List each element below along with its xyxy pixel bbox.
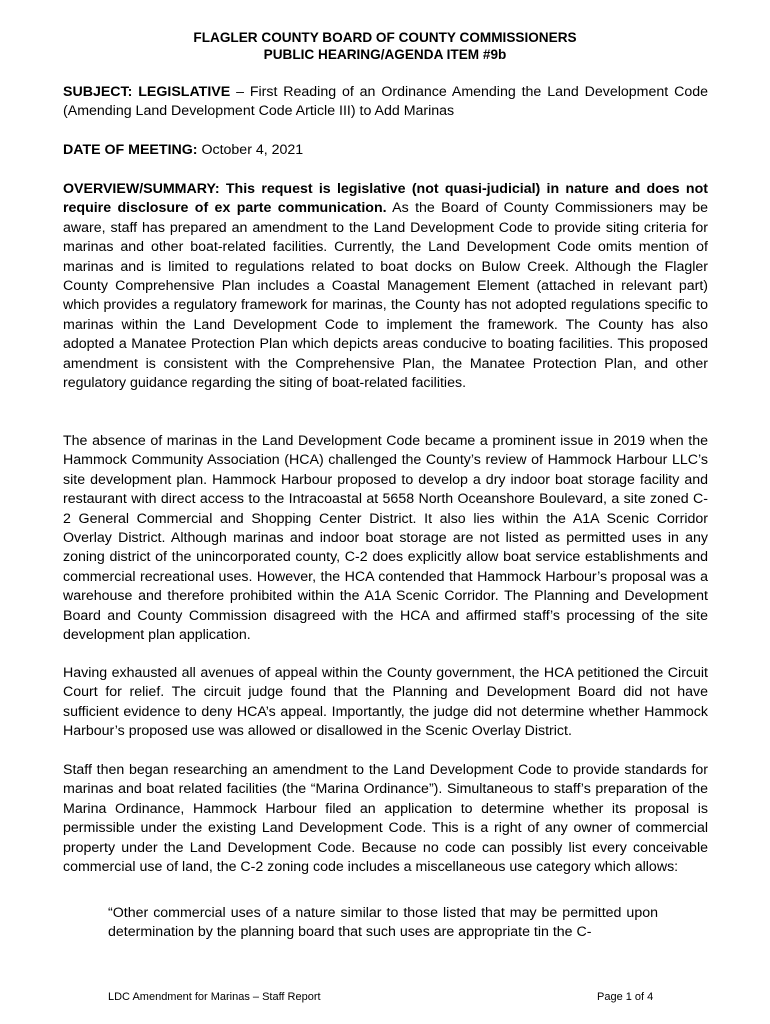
paragraph-3: Having exhausted all avenues of appeal within the County government, the HCA petitioned the Circuit Court for relief. The circuit judge found that the Planning and Development Board did not have sufficient evidence to deny HCA’s appeal. Importantly, the judge did not determine whether Hammock Harbour’s proposed use was allowed or disallowed in the Scenic Overlay District. — [63, 665, 708, 740]
overview-paragraph — [63, 180, 708, 393]
subject-label: SUBJECT: LEGISLATIVE — [63, 84, 231, 100]
overview-text: As the Board of County Commissioners may be aware, staff has prepared an amendment to the Land Development Code to provide siting criteria for marinas and other boat-related facilities. Currently, the Land Development Code omits mention of marinas and is limited to regulations related to boat docks on Bulow Creek. Although the Flagler County Comprehensive Plan includes a Coastal Management Element (attached in relevant part) which provides a regulatory framework for marinas, the County has not adopted regulations specific to marinas within the Land Development Code to implement the framework. The County has also adopted a Manatee Protection Plan which depicts areas conducive to boating facilities. This proposed amendment is consistent with the Comprehensive Plan, the Manatee Protection Plan, and other regulatory guidance regarding the siting of boat-related facilities. — [63, 200, 708, 392]
paragraph-4: Staff then began researching an amendment to the Land Development Code to provide standards for marinas and boat related facilities (the “Marina Ordinance”). Simultaneous to staff’s preparation of the Marina Ordinance, Hammock Harbour filed an application to determine whether its proposal is permissible under the existing Land Development Code. This is a right of any owner of commercial property under the Land Development Code. Because no code can possibly list every conceivable commercial use of land, the C-2 zoning code includes a miscellaneous use category which allows: — [63, 762, 708, 876]
paragraph-2: The absence of marinas in the Land Development Code became a prominent issue in 2019 when the Hammock Community Association (HCA) challenged the County’s review of Hammock Harbour LLC’s site development plan. Hammock Harbour proposed to develop a dry indoor boat storage facility and restaurant with direct access to the Intracoastal at 5658 North Oceanshore Boulevard, a site zoned C-2 General Commercial and Shopping Center District. It also lies within the A1A Scenic Corridor Overlay District. Although marinas and indoor boat storage are not listed as permitted uses in any zoning district of the unincorporated county, C-2 does explicitly allow boat service establishments and commercial recreational uses. However, the HCA contended that Hammock Harbour’s proposal was a warehouse and therefore prohibited within the A1A Scenic Corridor. The Planning and Development Board and County Commission disagreed with the HCA and affirmed staff’s processing of the site development plan application. — [63, 433, 708, 644]
document-header — [0, 29, 770, 63]
footer-page-number: Page 1 of 4 — [597, 991, 654, 1003]
meeting-date-label: DATE OF MEETING: — [63, 142, 198, 158]
header-line-1: FLAGLER COUNTY BOARD OF COUNTY COMMISSIONERS — [193, 30, 577, 45]
meeting-date-paragraph — [63, 141, 708, 160]
overview-label: OVERVIEW/SUMMARY: — [63, 181, 220, 197]
overview-bold-text: This request is legislative (not quasi-judicial) in nature and does not require disclosure of ex parte communication. — [63, 181, 708, 217]
subject-paragraph — [63, 83, 708, 122]
subject-text: – First Reading of an Ordinance Amending the Land Development Code (Amending Land Development Code Article III) to Add Marinas — [63, 84, 708, 120]
block-quote: “Other commercial uses of a nature similar to those listed that may be permitted upon determination by the planning board that such uses are appropriate tin the C- — [108, 905, 658, 941]
footer-title: LDC Amendment for Marinas – Staff Report — [108, 991, 321, 1003]
meeting-date-text: October 4, 2021 — [197, 142, 304, 158]
header-line-2: PUBLIC HEARING/AGENDA ITEM #9b — [263, 47, 507, 62]
